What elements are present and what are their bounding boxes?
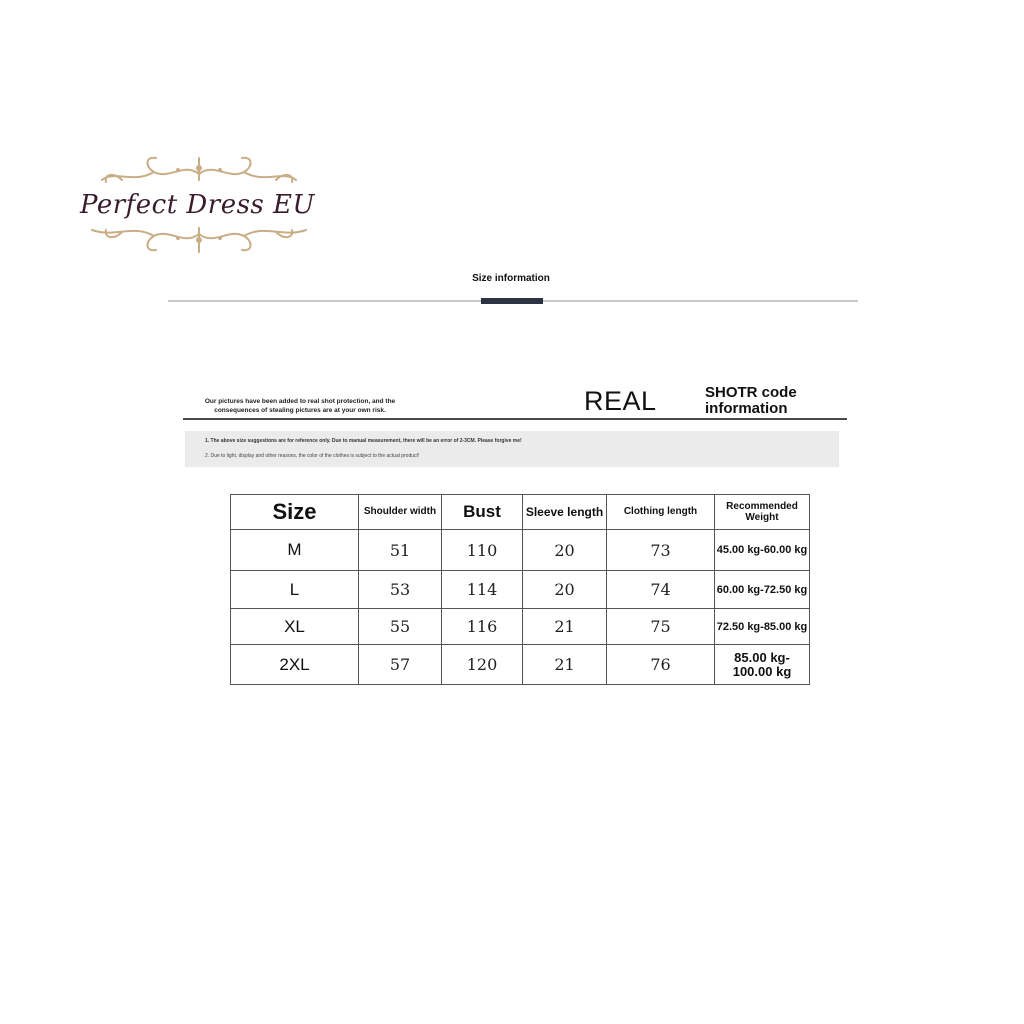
cell-sleeve: 21 <box>523 609 607 645</box>
brand-logo <box>74 150 324 260</box>
cell-shoulder: 53 <box>359 571 442 609</box>
cell-bust: 114 <box>442 571 523 609</box>
cell-length: 73 <box>607 530 715 571</box>
cell-sleeve: 20 <box>523 571 607 609</box>
table-row <box>231 609 810 645</box>
header-bust: Bust <box>442 495 523 530</box>
table-header-row <box>231 495 810 530</box>
notice-divider <box>183 418 847 420</box>
size-table <box>230 494 810 685</box>
cell-weight: 72.50 kg-85.00 kg <box>715 609 810 645</box>
header-shoulder-width: Shoulder width <box>359 495 442 530</box>
header-clothing-length: Clothing length <box>607 495 715 530</box>
cell-bust: 120 <box>442 645 523 685</box>
cell-size: 2XL <box>231 645 359 685</box>
real-label: REAL <box>584 386 657 416</box>
cell-weight: 60.00 kg-72.50 kg <box>715 571 810 609</box>
cell-length: 74 <box>607 571 715 609</box>
cell-length: 76 <box>607 645 715 685</box>
header-recommended-weight: Recommended Weight <box>715 495 810 530</box>
table-row <box>231 571 810 609</box>
logo-text: Perfect Dress EU <box>80 190 315 220</box>
header-size: Size <box>231 495 359 530</box>
cell-sleeve: 21 <box>523 645 607 685</box>
protection-notice: Our pictures have been added to real shot protection, and the consequences of stealing pictures are at your own risk. <box>204 398 396 414</box>
cell-shoulder: 57 <box>359 645 442 685</box>
cell-bust: 116 <box>442 609 523 645</box>
notes-box <box>185 431 839 467</box>
cell-weight: 45.00 kg-60.00 kg <box>715 530 810 571</box>
cell-bust: 110 <box>442 530 523 571</box>
cell-sleeve: 20 <box>523 530 607 571</box>
table-row <box>231 645 810 685</box>
shotr-code-label: SHOTR code information <box>705 384 797 417</box>
cell-size: XL <box>231 609 359 645</box>
cell-size: M <box>231 530 359 571</box>
cell-size: L <box>231 571 359 609</box>
cell-length: 75 <box>607 609 715 645</box>
section-tab-indicator <box>481 298 543 304</box>
table-row <box>231 530 810 571</box>
cell-shoulder: 55 <box>359 609 442 645</box>
cell-shoulder: 51 <box>359 530 442 571</box>
cell-weight: 85.00 kg-100.00 kg <box>715 645 810 685</box>
note-measurement: 1. The above size suggestions are for reference only. Due to manual measurement, there will be an error of 2-3CM. Please forgive me! <box>205 438 522 444</box>
header-sleeve-length: Sleeve length <box>523 495 607 530</box>
note-color: 2. Due to light, display and other reasons, the color of the clothes is subject to the actual product! <box>205 453 420 459</box>
section-title: Size information <box>472 273 550 284</box>
